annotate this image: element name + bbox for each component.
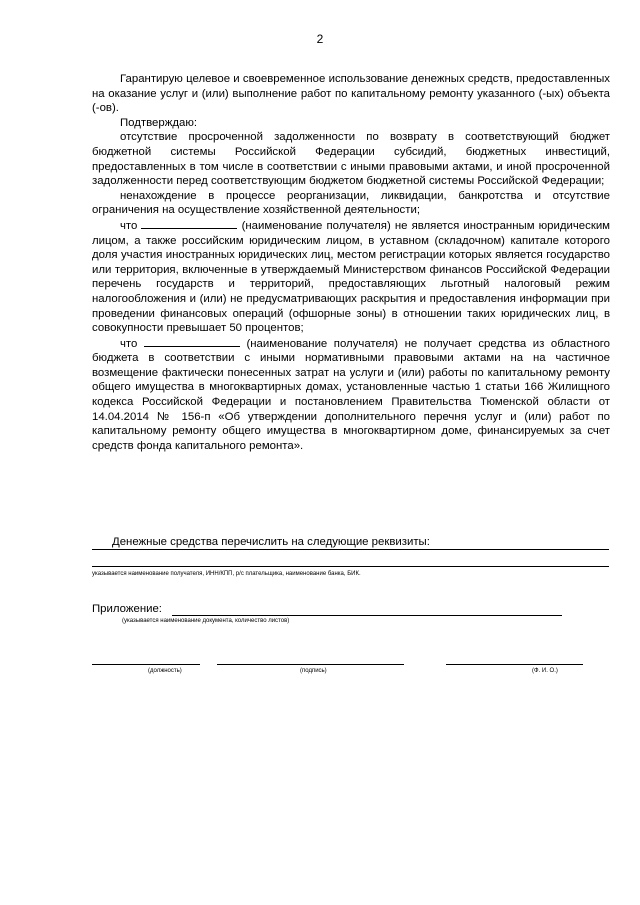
recipient-blank — [144, 336, 240, 347]
full-name-line — [446, 664, 583, 665]
requisites-label: Денежные средства перечислить на следующие реквизиты: — [112, 536, 430, 548]
attachment-label: Приложение: — [92, 603, 162, 615]
position-line — [92, 664, 200, 665]
page-number: 2 — [316, 32, 324, 46]
recipient-blank — [141, 218, 237, 229]
position-caption: (должность) — [148, 668, 182, 674]
paragraph-foreign-entity — [92, 218, 610, 336]
guarantee-text — [92, 72, 610, 453]
paragraph-regional-funds — [92, 336, 610, 454]
requisites-section — [92, 535, 610, 549]
requisites-line — [92, 566, 609, 567]
signature-line — [217, 664, 404, 665]
clause-text: (наименование получателя) не получает средства из областного бюджета в соответствии с иными нормативными правовыми актами на на частичное возмещение фактически понесенных затрат на услуги и (или) работы по капитальному ремонту общего имущества в многоквартирных домах, установленные частью 1 статьи 166 Жилищного кодекса Российской Федерации и постановлением Правительства Тюменской области от 14.04.2014 № 156-п «Об утверждении дополнительного перечня услуг и (или) работ по капитальному ремонту общего имущества в многоквартирном доме, финансируемых за счет средств фонда капитального ремонта». — [92, 337, 611, 452]
attachment-line — [172, 615, 562, 616]
clause-prefix: что — [120, 337, 138, 350]
paragraph-no-debt: отсутствие просроченной задолженности по возврату в соответствующий бюджет бюджетной системы Российской Федерации субсидий, бюджетных инвестиций, предоставленных в том числе в соответствии с иными правовыми актами, и иной просроченной задолженности перед соответствующим бюджетом бюджетной системы Российской Федерации; — [92, 131, 610, 188]
full-name-caption: (Ф. И. О.) — [532, 668, 558, 674]
requisites-line — [92, 549, 609, 550]
requisites-note: указывается наименование получателя, ИНН/КПП, р/с плательщика, наименование банка, БИК. — [92, 571, 361, 577]
clause-text: (наименование получателя) не является иностранным юридическим лицом, а также российским юридическим лицом, в уставном (складочном) капитале которого доля участия иностранных юридических лиц, местом регистрации которых является государство или территория, включенные в утверждаемый Министерством финансов Российской Федерации перечень государств и территорий, предоставляющих льготный налоговый режим налогообложения и (или) не предусматривающих раскрытия и предоставления информации при проведении финансовых операций (офшорные зоны) в отношении таких юридических лиц, в совокупности превышает 50 процентов; — [92, 219, 611, 335]
clause-prefix: что — [120, 219, 138, 232]
paragraph-confirm: Подтверждаю: — [120, 116, 198, 129]
signature-caption: (подпись) — [300, 668, 327, 674]
attachment-note: (указывается наименование документа, количество листов) — [122, 618, 290, 624]
paragraph-no-reorganization: ненахождение в процессе реорганизации, ликвидации, банкротства и отсутствие ограничения на осуществление хозяйственной деятельности; — [92, 189, 610, 217]
paragraph-guarantee: Гарантирую целевое и своевременное использование денежных средств, предоставленных на оказание услуг и (или) выполнение работ по капитальному ремонту указанного (-ых) объекта (-ов). — [92, 73, 610, 115]
